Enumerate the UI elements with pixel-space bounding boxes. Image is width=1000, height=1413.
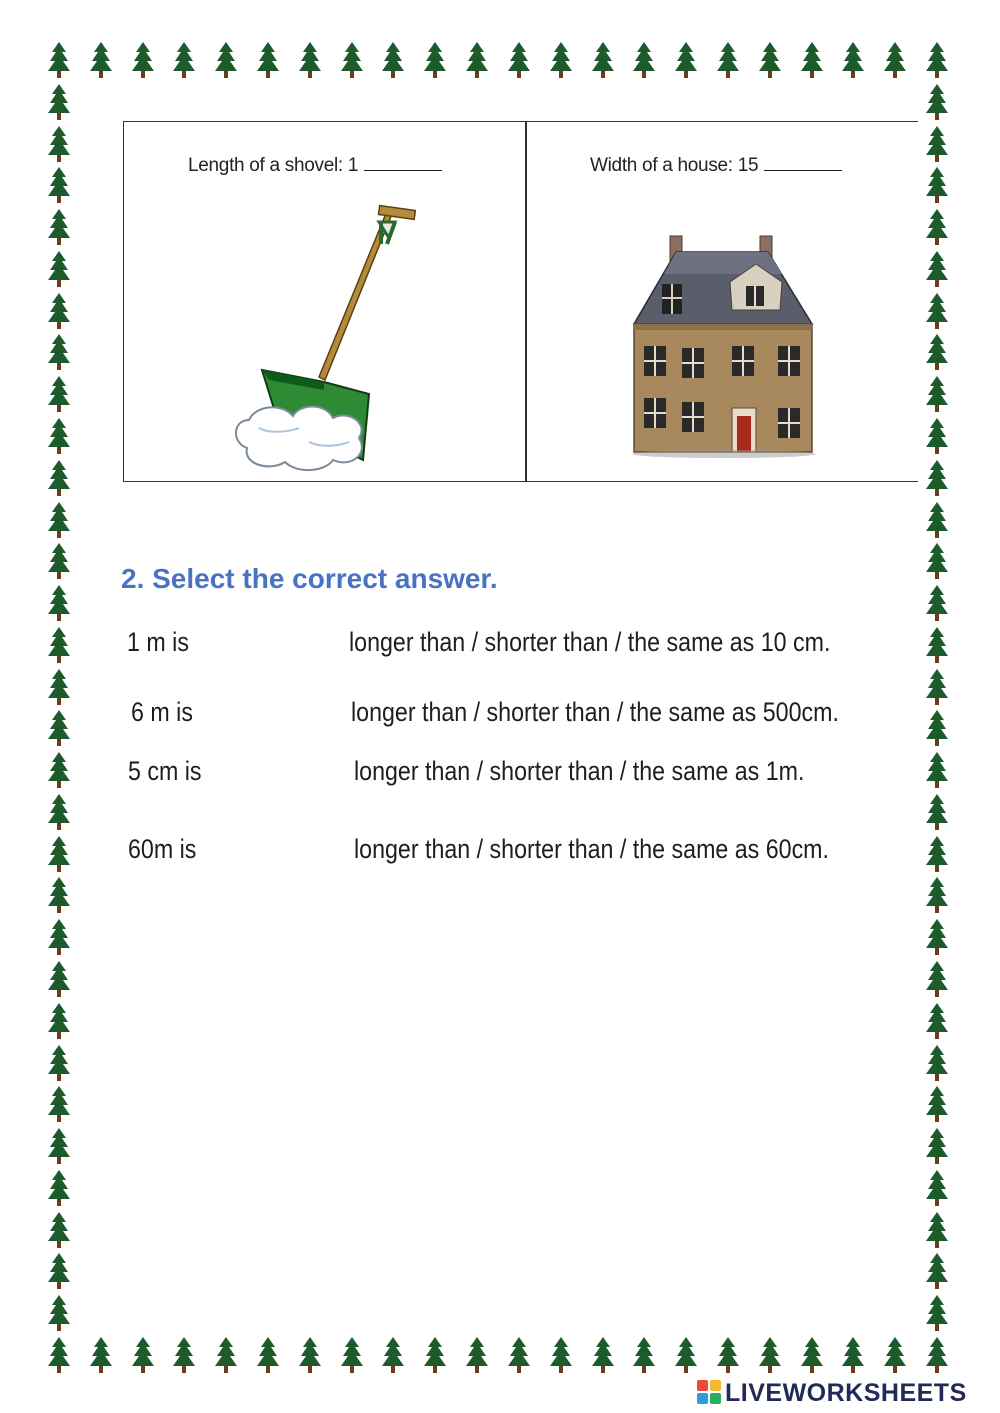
pine-tree-icon (48, 1212, 70, 1248)
pine-tree-icon (382, 1337, 404, 1373)
pine-tree-icon (341, 1337, 363, 1373)
pine-tree-icon (926, 209, 948, 245)
pine-tree-icon (48, 1337, 70, 1373)
pine-tree-icon (926, 1337, 948, 1373)
pine-tree-icon (926, 502, 948, 538)
house-image (632, 234, 822, 459)
pine-tree-icon (48, 84, 70, 120)
pine-tree-icon (48, 877, 70, 913)
pine-tree-icon (592, 1337, 614, 1373)
question-row-1-options[interactable]: longer than / shorter than / the same as 10 cm. (349, 627, 831, 657)
brand-name: LIVEWORKSHEETS (725, 1378, 967, 1407)
pine-tree-icon (926, 126, 948, 162)
pine-tree-icon (926, 1295, 948, 1331)
pine-tree-icon (926, 1128, 948, 1164)
shovel-caption: Length of a shovel: 1 (188, 155, 442, 177)
pine-tree-icon (926, 710, 948, 746)
pine-tree-icon (48, 1253, 70, 1289)
pine-tree-icon (884, 1337, 906, 1373)
pine-tree-icon (926, 1253, 948, 1289)
pine-tree-icon (926, 1170, 948, 1206)
pine-tree-icon (48, 1003, 70, 1039)
pine-tree-icon (299, 1337, 321, 1373)
question-row-2-options[interactable]: longer than / shorter than / the same as 500cm. (351, 697, 839, 727)
pine-tree-icon (675, 1337, 697, 1373)
pine-tree-icon (466, 1337, 488, 1373)
pine-tree-icon (926, 1212, 948, 1248)
house-caption: Width of a house: 15 (590, 155, 842, 177)
pine-tree-icon (842, 1337, 864, 1373)
question-row-2-subject: 6 m is (131, 697, 193, 727)
pine-tree-icon (257, 1337, 279, 1373)
pine-tree-icon (48, 836, 70, 872)
pine-tree-icon (382, 42, 404, 78)
pine-tree-icon (926, 167, 948, 203)
pine-tree-icon (48, 251, 70, 287)
question-row-3-options[interactable]: longer than / shorter than / the same as 1m. (354, 756, 805, 786)
pine-tree-icon (424, 42, 446, 78)
pine-tree-icon (48, 209, 70, 245)
pine-tree-icon (926, 877, 948, 913)
answer-blank-house[interactable] (764, 156, 842, 171)
pine-tree-icon (48, 585, 70, 621)
pine-tree-icon (926, 251, 948, 287)
pine-tree-icon (926, 836, 948, 872)
section-heading: 2. Select the correct answer. (121, 563, 498, 594)
pine-tree-icon (48, 418, 70, 454)
pine-tree-icon (132, 42, 154, 78)
question-row-3-subject: 5 cm is (128, 756, 202, 786)
pine-tree-icon (926, 794, 948, 830)
pine-tree-icon (759, 1337, 781, 1373)
pine-tree-icon (842, 42, 864, 78)
pine-tree-icon (717, 42, 739, 78)
liveworksheets-logo[interactable] (697, 1378, 967, 1408)
pine-tree-icon (48, 794, 70, 830)
pine-tree-icon (299, 42, 321, 78)
pine-tree-icon (173, 42, 195, 78)
pine-tree-icon (717, 1337, 739, 1373)
pine-tree-icon (48, 334, 70, 370)
pine-tree-icon (926, 1003, 948, 1039)
pine-tree-icon (424, 1337, 446, 1373)
pine-tree-icon (48, 1045, 70, 1081)
pine-tree-icon (48, 376, 70, 412)
pine-tree-icon (466, 42, 488, 78)
pine-tree-icon (926, 84, 948, 120)
pine-tree-icon (48, 1170, 70, 1206)
pine-tree-icon (926, 334, 948, 370)
question-row-4-options[interactable]: longer than / shorter than / the same as 60cm. (354, 834, 829, 864)
pine-tree-icon (48, 460, 70, 496)
pine-tree-icon (508, 42, 530, 78)
pine-tree-icon (926, 376, 948, 412)
pine-tree-icon (592, 42, 614, 78)
pine-tree-icon (341, 42, 363, 78)
pine-tree-icon (90, 1337, 112, 1373)
pine-tree-icon (550, 42, 572, 78)
pine-tree-icon (926, 293, 948, 329)
liveworksheets-logo-icon (697, 1380, 723, 1406)
pine-tree-icon (801, 1337, 823, 1373)
pine-tree-icon (48, 710, 70, 746)
pine-tree-icon (926, 418, 948, 454)
pine-tree-icon (926, 752, 948, 788)
pine-tree-icon (48, 752, 70, 788)
pine-tree-icon (48, 627, 70, 663)
pine-tree-icon (173, 1337, 195, 1373)
pine-tree-icon (926, 627, 948, 663)
pine-tree-icon (48, 42, 70, 78)
pine-tree-icon (48, 669, 70, 705)
pine-tree-icon (48, 167, 70, 203)
pine-tree-icon (48, 919, 70, 955)
pine-tree-icon (926, 961, 948, 997)
pine-tree-icon (926, 42, 948, 78)
pine-tree-icon (926, 669, 948, 705)
pine-tree-icon (926, 919, 948, 955)
pine-tree-icon (48, 961, 70, 997)
pine-tree-icon (48, 543, 70, 579)
pine-tree-icon (48, 1086, 70, 1122)
pine-tree-icon (215, 1337, 237, 1373)
pine-tree-icon (675, 42, 697, 78)
pine-tree-icon (48, 126, 70, 162)
pine-tree-icon (48, 1295, 70, 1331)
pine-tree-icon (132, 1337, 154, 1373)
pine-tree-icon (215, 42, 237, 78)
pine-tree-icon (48, 502, 70, 538)
pine-tree-icon (90, 42, 112, 78)
question-row-1-subject: 1 m is (127, 627, 189, 657)
pine-tree-icon (926, 1045, 948, 1081)
pine-tree-icon (926, 1086, 948, 1122)
pine-tree-icon (759, 42, 781, 78)
table-divider (525, 122, 527, 481)
pine-tree-icon (257, 42, 279, 78)
pine-tree-icon (550, 1337, 572, 1373)
measurement-table (123, 121, 918, 482)
pine-tree-icon (633, 1337, 655, 1373)
pine-tree-icon (926, 585, 948, 621)
shovel-image (229, 202, 429, 472)
pine-tree-icon (48, 293, 70, 329)
pine-tree-icon (508, 1337, 530, 1373)
question-row-4-subject: 60m is (128, 834, 197, 864)
pine-tree-icon (926, 543, 948, 579)
pine-tree-icon (633, 42, 655, 78)
pine-tree-icon (884, 42, 906, 78)
answer-blank-shovel[interactable] (364, 156, 442, 171)
pine-tree-icon (926, 460, 948, 496)
pine-tree-icon (801, 42, 823, 78)
pine-tree-icon (48, 1128, 70, 1164)
